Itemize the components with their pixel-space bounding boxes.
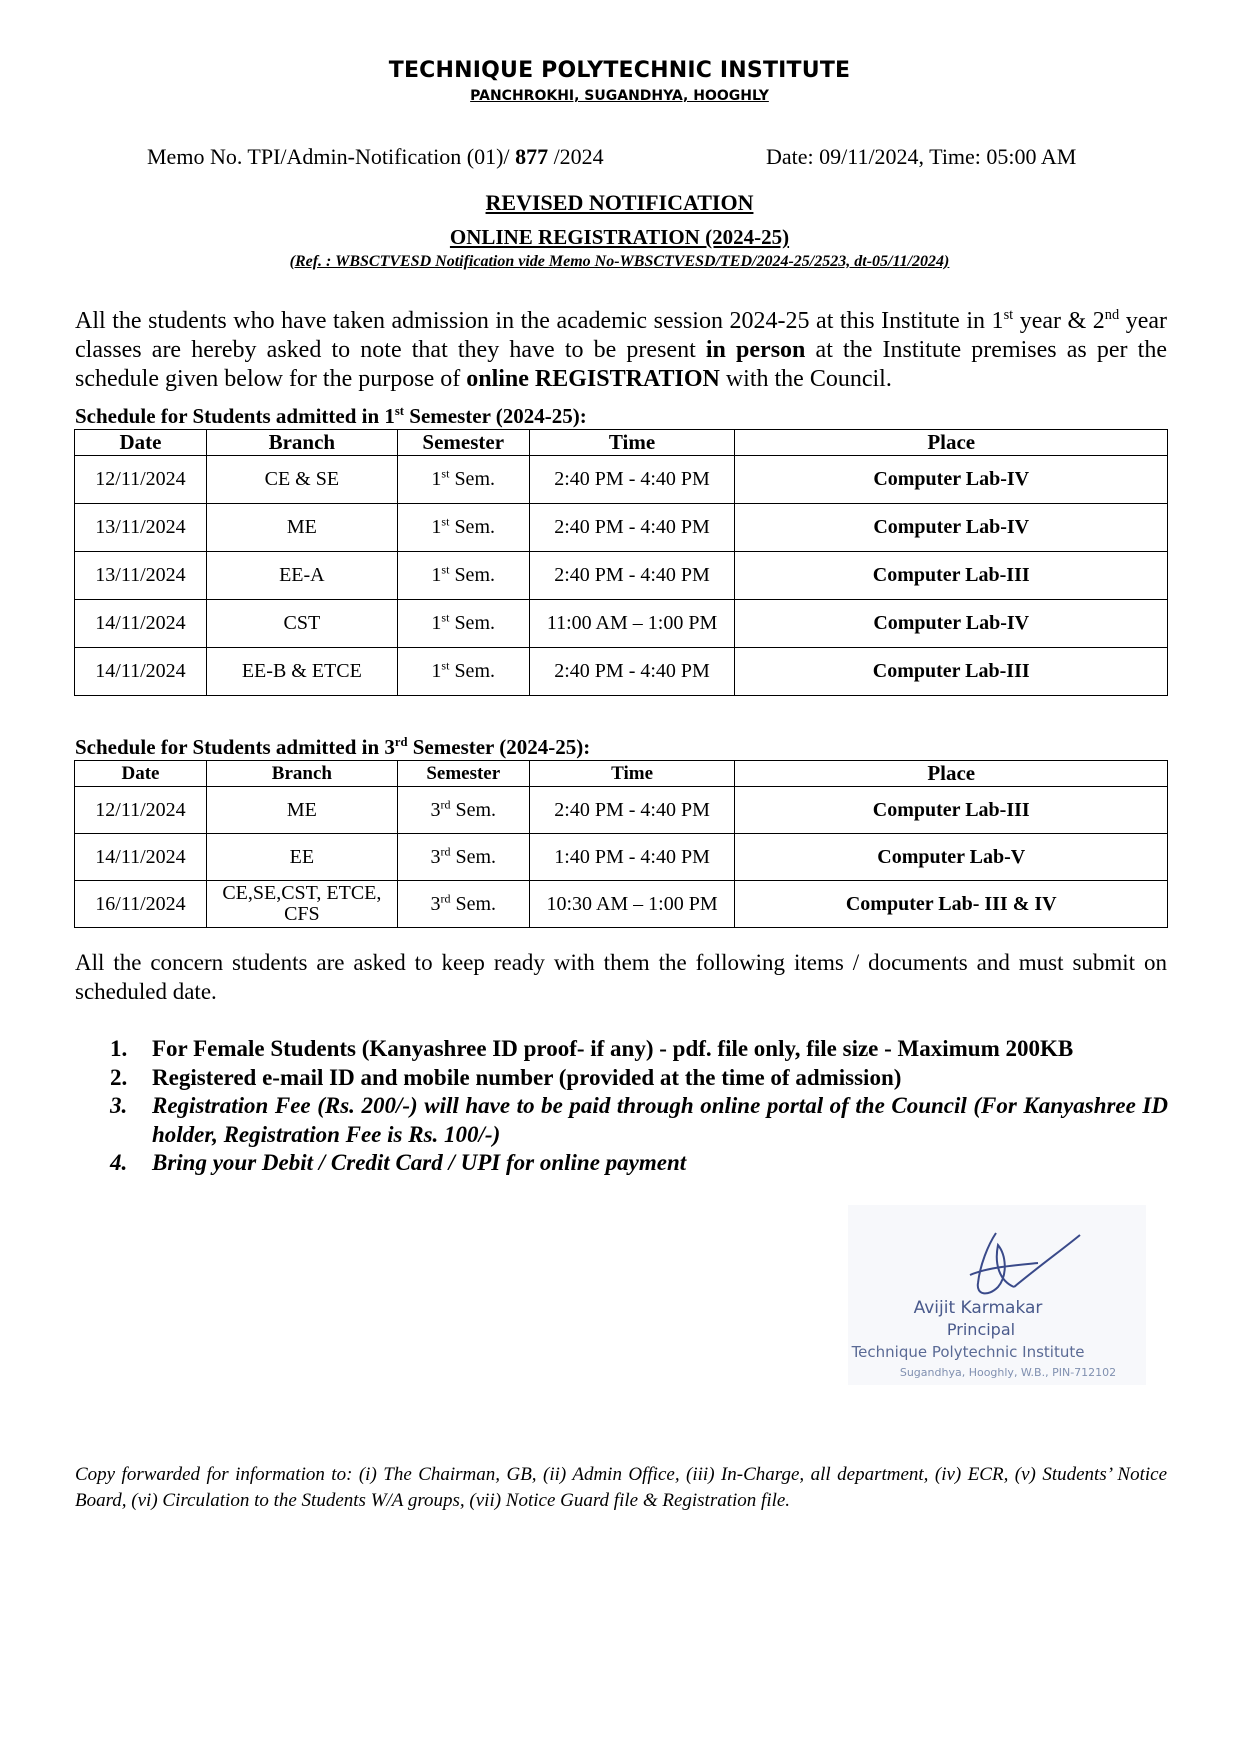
cell-branch: ME bbox=[206, 504, 397, 552]
memo-number bbox=[147, 144, 604, 170]
cell-date: 12/11/2024 bbox=[75, 456, 207, 504]
sem-rest: Sem. bbox=[449, 660, 495, 682]
intro-paragraph bbox=[75, 307, 1167, 394]
reference-line: (Ref. : WBSCTVESD Notification vide Memo No-WBSCTVESD/TED/2024-25/2523, dt-05/11/2024) bbox=[289, 253, 950, 270]
sem-rest: Sem. bbox=[449, 468, 495, 490]
sem-sup: st bbox=[441, 466, 450, 481]
cell-time: 2:40 PM - 4:40 PM bbox=[529, 648, 735, 696]
schedule-1-title-pre: Schedule for Students admitted in 1 bbox=[75, 404, 395, 428]
table-row bbox=[75, 881, 1168, 928]
schedule-1-title-sup: st bbox=[394, 404, 405, 418]
intro-text-2: year & 2 bbox=[1013, 308, 1105, 334]
intro-text-1: All the students who have taken admission in the academic session 2024-25 at this Institute in 1 bbox=[75, 308, 1004, 334]
principal-signature-stamp bbox=[848, 1205, 1146, 1385]
sem-sup: rd bbox=[440, 890, 451, 905]
schedule-2-title-pre: Schedule for Students admitted in 3 bbox=[75, 735, 395, 759]
table-row bbox=[75, 456, 1168, 504]
cell-time: 2:40 PM - 4:40 PM bbox=[529, 456, 735, 504]
cell-semester bbox=[397, 552, 529, 600]
table-row bbox=[75, 648, 1168, 696]
sem-num: 1 bbox=[431, 660, 442, 682]
signature-designation: Principal bbox=[946, 1320, 1016, 1339]
column-header-time: Time bbox=[529, 761, 735, 787]
institute-address: PANCHROKHI, SUGANDHYA, HOOGHLY bbox=[470, 88, 769, 104]
signature-institute: Technique Polytechnic Institute bbox=[851, 1343, 1085, 1361]
column-header-time: Time bbox=[529, 430, 735, 456]
cell-place: Computer Lab-IV bbox=[735, 504, 1168, 552]
list-item-text: Registered e-mail ID and mobile number (provided at the time of admission) bbox=[152, 1064, 902, 1090]
table-header-row bbox=[75, 430, 1168, 456]
sem-rest: Sem. bbox=[449, 564, 495, 586]
sem-num: 1 bbox=[431, 612, 442, 634]
cell-semester bbox=[397, 456, 529, 504]
cell-date: 13/11/2024 bbox=[75, 504, 207, 552]
list-item-number: 3. bbox=[110, 1093, 128, 1118]
cell-branch: EE-A bbox=[206, 552, 397, 600]
memo-date: Date: 09/11/2024, Time: 05:00 AM bbox=[766, 144, 1077, 169]
sem-sup: st bbox=[441, 610, 450, 625]
list-item-text: Bring your Debit / Credit Card / UPI for online payment bbox=[152, 1150, 687, 1175]
cell-branch: ME bbox=[206, 787, 397, 834]
list-item bbox=[110, 1092, 1168, 1149]
intro-text-5: with the Council. bbox=[719, 366, 892, 392]
sem-sup: rd bbox=[440, 796, 451, 811]
cell-date: 16/11/2024 bbox=[75, 881, 207, 928]
online-registration-title: ONLINE REGISTRATION (2024-25) bbox=[449, 225, 790, 249]
cell-place: Computer Lab-IV bbox=[735, 456, 1168, 504]
branch-line-1: CE,SE,CST, ETCE, bbox=[222, 882, 382, 904]
intro-bold-online-registration: online REGISTRATION bbox=[466, 366, 720, 392]
schedule-1-title bbox=[75, 404, 587, 429]
cell-time: 2:40 PM - 4:40 PM bbox=[529, 552, 735, 600]
list-item bbox=[110, 1149, 1168, 1178]
table-row bbox=[75, 600, 1168, 648]
cell-date: 13/11/2024 bbox=[75, 552, 207, 600]
sem-rest: Sem. bbox=[450, 798, 497, 821]
sem-num: 3 bbox=[430, 845, 441, 868]
list-item-number: 1. bbox=[110, 1036, 128, 1061]
column-header-branch: Branch bbox=[206, 430, 397, 456]
intro-sup-1: st bbox=[1003, 307, 1014, 323]
sem-num: 3 bbox=[430, 798, 441, 821]
cell-place: Computer Lab-V bbox=[735, 834, 1168, 881]
cell-date: 12/11/2024 bbox=[75, 787, 207, 834]
sem-rest: Sem. bbox=[449, 516, 495, 538]
list-item-text: For Female Students (Kanyashree ID proof- if any) - pdf. file only, file size - Maximum 200KB bbox=[152, 1036, 1074, 1061]
signature-name: Avijit Karmakar bbox=[913, 1298, 1043, 1318]
cell-time: 10:30 AM – 1:00 PM bbox=[529, 881, 735, 928]
cell-branch: EE bbox=[206, 834, 397, 881]
cell-semester bbox=[397, 600, 529, 648]
list-item-number: 2. bbox=[110, 1064, 128, 1090]
table-row bbox=[75, 787, 1168, 834]
cell-place: Computer Lab-III bbox=[735, 787, 1168, 834]
cell-date: 14/11/2024 bbox=[75, 600, 207, 648]
cell-branch: CE & SE bbox=[206, 456, 397, 504]
table-row bbox=[75, 552, 1168, 600]
cell-semester bbox=[397, 787, 529, 834]
cell-semester bbox=[397, 504, 529, 552]
cell-place: Computer Lab-IV bbox=[735, 600, 1168, 648]
branch-line-2: CFS bbox=[284, 903, 320, 925]
cell-time: 1:40 PM - 4:40 PM bbox=[529, 834, 735, 881]
list-item bbox=[110, 1064, 1168, 1093]
cell-semester bbox=[397, 881, 529, 928]
table-row bbox=[75, 504, 1168, 552]
copy-forwarded-note: Copy forwarded for information to: (i) The Chairman, GB, (ii) Admin Office, (iii) In-Charge, all department, (iv) ECR, (v) Students’ Notice Board, (vi) Circulation to the Students W/A groups, (vii) Notice Guard file & Registration file. bbox=[75, 1464, 1167, 1511]
intro-bold-in-person: in person bbox=[705, 337, 806, 363]
cell-date: 14/11/2024 bbox=[75, 834, 207, 881]
cell-date: 14/11/2024 bbox=[75, 648, 207, 696]
signature-address: Sugandhya, Hooghly, W.B., PIN-712102 bbox=[899, 1366, 1117, 1379]
sem-sup: st bbox=[441, 514, 450, 529]
intro-sup-2: nd bbox=[1104, 307, 1120, 323]
cell-branch: EE-B & ETCE bbox=[206, 648, 397, 696]
sem-num: 1 bbox=[431, 516, 442, 538]
intro-text-3: year classes are hereby asked to note that they have to be present bbox=[75, 308, 1168, 363]
sem-rest: Sem. bbox=[449, 612, 495, 634]
cell-branch: CST bbox=[206, 600, 397, 648]
revised-notification-title: REVISED NOTIFICATION bbox=[485, 190, 754, 215]
cell-time: 2:40 PM - 4:40 PM bbox=[529, 504, 735, 552]
sem-num: 1 bbox=[431, 468, 442, 490]
schedule-1-title-post: Semester (2024-25): bbox=[404, 404, 587, 428]
schedule-1-table bbox=[74, 429, 1168, 696]
required-items-list bbox=[110, 1035, 1168, 1178]
intro-text-4: at the Institute premises as per the schedule given below for the purpose of bbox=[75, 337, 1168, 392]
sem-sup: st bbox=[441, 658, 450, 673]
cell-place: Computer Lab-III bbox=[735, 648, 1168, 696]
sem-num: 1 bbox=[431, 564, 442, 586]
column-header-date: Date bbox=[75, 430, 207, 456]
column-header-place: Place bbox=[735, 430, 1168, 456]
cell-place: Computer Lab- III & IV bbox=[735, 881, 1168, 928]
schedule-2-title bbox=[75, 735, 590, 760]
column-header-branch: Branch bbox=[206, 761, 397, 787]
schedule-2-title-post: Semester (2024-25): bbox=[407, 735, 591, 759]
sem-rest: Sem. bbox=[450, 845, 497, 868]
cell-semester bbox=[397, 834, 529, 881]
sem-num: 3 bbox=[430, 892, 441, 915]
table-row bbox=[75, 834, 1168, 881]
schedule-2-table bbox=[74, 760, 1168, 928]
sem-rest: Sem. bbox=[450, 892, 497, 915]
table-header-row bbox=[75, 761, 1168, 787]
institute-name: TECHNIQUE POLYTECHNIC INSTITUTE bbox=[388, 58, 851, 83]
column-header-date: Date bbox=[75, 761, 207, 787]
memo-serial: 877 bbox=[515, 144, 549, 169]
column-header-semester: Semester bbox=[397, 761, 529, 787]
memo-suffix: /2024 bbox=[548, 144, 604, 169]
column-header-place: Place bbox=[735, 761, 1168, 787]
cell-place: Computer Lab-III bbox=[735, 552, 1168, 600]
list-item-number: 4. bbox=[110, 1150, 128, 1175]
memo-prefix: Memo No. TPI/Admin-Notification (01)/ bbox=[147, 144, 516, 169]
list-item bbox=[110, 1035, 1168, 1064]
column-header-semester: Semester bbox=[397, 430, 529, 456]
cell-branch bbox=[206, 881, 397, 928]
cell-semester bbox=[397, 648, 529, 696]
cell-time: 2:40 PM - 4:40 PM bbox=[529, 787, 735, 834]
instructions-paragraph: All the concern students are asked to keep ready with them the following items / documents and must submit on scheduled date. bbox=[75, 950, 1167, 1004]
schedule-2-title-sup: rd bbox=[394, 735, 408, 749]
sem-sup: st bbox=[441, 562, 450, 577]
list-item-text: Registration Fee (Rs. 200/-) will have to be paid through online portal of the Council (For Kanyashree ID holder, Registration Fee is Rs. 100/-) bbox=[152, 1093, 1168, 1147]
cell-time: 11:00 AM – 1:00 PM bbox=[529, 600, 735, 648]
sem-sup: rd bbox=[440, 843, 451, 858]
